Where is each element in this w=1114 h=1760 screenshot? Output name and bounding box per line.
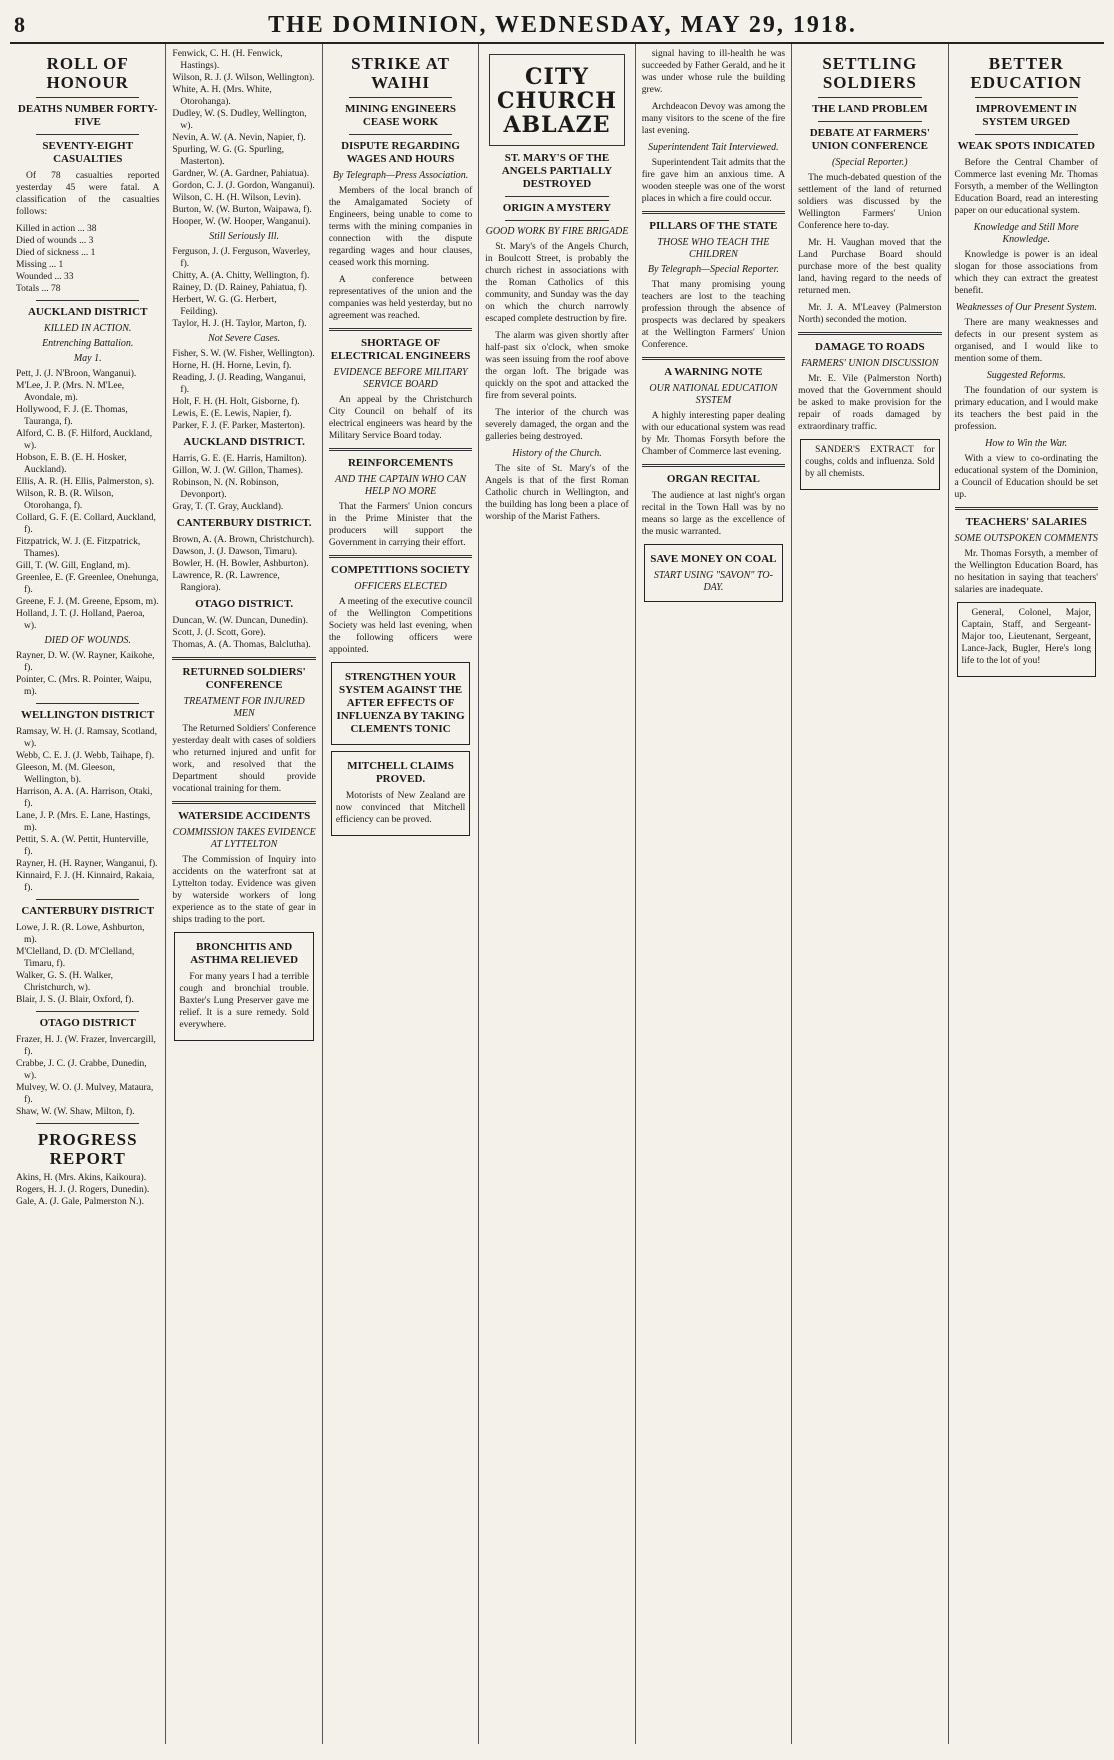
advertisement bbox=[957, 602, 1096, 677]
article-subheading: ST. MARY'S OF THE ANGELS PARTIALLY DESTROYED bbox=[501, 152, 613, 190]
name-list bbox=[172, 534, 315, 594]
article-heading: STRIKE AT WAIHI bbox=[351, 54, 451, 92]
article-text: There are many weaknesses and defects in our present system as organised, and I would like to mention some of them. bbox=[954, 318, 1098, 364]
article-text: signal having to ill-health he was succeeded by Father Gerald, and he it was under whose rule the building grew. bbox=[641, 49, 786, 95]
article-subheading: DISPUTE REGARDING WAGES AND HOURS bbox=[341, 140, 460, 165]
columns bbox=[10, 44, 1104, 1744]
article-heading: DAMAGE TO ROADS bbox=[815, 341, 925, 353]
article-text: Mr. J. A. M'Leavey (Palmerston North) seconded the motion. bbox=[798, 303, 942, 325]
article-subheading: FARMERS' UNION DISCUSSION bbox=[801, 358, 939, 369]
ad-subheading: START USING "SAVON" TO-DAY. bbox=[653, 570, 773, 593]
casualties-subheading: SEVENTY-EIGHT CASUALTIES bbox=[42, 140, 134, 165]
article-subheading: DEBATE AT FARMERS' UNION CONFERENCE bbox=[809, 127, 930, 152]
advertisement bbox=[331, 751, 470, 836]
advertisement bbox=[331, 662, 470, 745]
list-item: Scott, J. (J. Scott, Gore). bbox=[172, 628, 266, 638]
column-5 bbox=[636, 44, 792, 1744]
list-item: Herbert, W. G. (G. Herbert, Feilding). bbox=[172, 295, 277, 317]
article-subheading: OUR NATIONAL EDUCATION SYSTEM bbox=[649, 383, 778, 406]
list-item: Nevin, A. W. (A. Nevin, Napier, f). bbox=[172, 133, 306, 143]
list-item: Akins, H. (Mrs. Akins, Kaikoura). bbox=[16, 1173, 147, 1183]
byline: (Special Reporter.) bbox=[832, 157, 908, 168]
list-item: Lawrence, R. (R. Lawrence, Rangiora). bbox=[172, 571, 280, 593]
byline: By Telegraph—Press Association. bbox=[332, 170, 469, 181]
article-text: St. Mary's of the Angels Church, in Boulcott Street, is probably the church richest in associations with the Roman Catholics of this community, and Sunday was the day on which the church narrowly escaped complete destruction by fire. bbox=[485, 242, 629, 324]
page-number: 8 bbox=[14, 12, 25, 37]
list-item: Fenwick, C. H. (H. Fenwick, Hastings). bbox=[172, 49, 283, 71]
list-item: Ferguson, J. (J. Ferguson, Waverley, f). bbox=[172, 247, 311, 269]
list-item: Ramsay, W. H. (J. Ramsay, Scotland, w). bbox=[16, 727, 157, 749]
article-heading: TEACHERS' SALARIES bbox=[965, 516, 1087, 528]
divider bbox=[329, 555, 472, 558]
byline: By Telegraph—Special Reporter. bbox=[647, 264, 779, 275]
article-text: That the Farmers' Union concurs in the Prime Minister that the producers will support the Government in carrying their effort. bbox=[328, 502, 473, 548]
article-text: Members of the local branch of the Amalgamated Society of Engineers, being unable to come to terms with the mining companies in connection with the dispute regarding wages and hour clauses, ceased work this morning. bbox=[328, 186, 473, 268]
district-heading: CANTERBURY DISTRICT. bbox=[176, 517, 312, 529]
article-heading: CITY CHURCH ABLAZE bbox=[496, 64, 617, 138]
list-item: Webb, C. E. J. (J. Webb, Taihape, f). bbox=[16, 751, 155, 761]
date-heading: May 1. bbox=[73, 353, 102, 364]
list-item: Kinnaird, F. J. (H. Kinnaird, Rakaia, f). bbox=[16, 871, 155, 893]
article-text: Archdeacon Devoy was among the many visitors to the scene of the fire last evening. bbox=[641, 102, 786, 136]
list-item: Walker, G. S. (H. Walker, Christchurch, w). bbox=[16, 971, 113, 993]
district-heading: AUCKLAND DISTRICT. bbox=[183, 436, 305, 448]
ad-heading: MITCHELL CLAIMS PROVED. bbox=[347, 760, 454, 785]
article-text: An appeal by the Christchurch City Council on behalf of its electrical engineers was heard by the Military Service Board today. bbox=[328, 395, 473, 441]
list-item: M'Lee, J. P. (Mrs. N. M'Lee, Avondale, m). bbox=[16, 381, 125, 403]
list-item: Thomas, A. (A. Thomas, Balclutha). bbox=[172, 640, 311, 650]
article-heading: PILLARS OF THE STATE bbox=[649, 220, 778, 232]
ad-heading: SAVE MONEY ON COAL bbox=[650, 553, 777, 565]
list-item: Dudley, W. (S. Dudley, Wellington, w). bbox=[172, 109, 307, 131]
name-list bbox=[172, 246, 315, 330]
section-heading: History of the Church. bbox=[512, 448, 602, 459]
list-item: Rayner, D. W. (W. Rayner, Kaikohe, f). bbox=[16, 651, 155, 673]
list-item: Pointer, C. (Mrs. R. Pointer, Waipu, m). bbox=[16, 675, 152, 697]
divider bbox=[329, 448, 472, 451]
list-item: Pett, J. (J. N'Broon, Wanganui). bbox=[16, 369, 137, 379]
list-item: Wilson, R. J. (J. Wilson, Wellington). bbox=[172, 73, 315, 83]
list-item: Hobson, E. B. (E. H. Hosker, Auckland). bbox=[16, 453, 127, 475]
list-item: Dawson, J. (J. Dawson, Timaru). bbox=[172, 547, 298, 557]
name-list bbox=[172, 615, 315, 651]
district-heading: AUCKLAND DISTRICT bbox=[27, 306, 148, 318]
list-item: White, A. H. (Mrs. White, Otorohanga). bbox=[172, 85, 272, 107]
list-item: Lowe, J. R. (R. Lowe, Ashburton, m). bbox=[16, 923, 145, 945]
headline-box bbox=[489, 54, 624, 146]
list-item: Lane, J. P. (Mrs. E. Lane, Hastings, m). bbox=[16, 811, 151, 833]
column-6 bbox=[792, 44, 948, 1744]
list-item: Lewis, E. (E. Lewis, Napier, f). bbox=[172, 409, 292, 419]
table-row: Died of wounds ... 3 bbox=[16, 236, 94, 246]
divider bbox=[955, 507, 1098, 510]
list-item: Gill, T. (W. Gill, England, m). bbox=[16, 561, 131, 571]
column-4 bbox=[479, 44, 635, 1744]
list-item: Hollywood, F. J. (E. Thomas, Tauranga, f). bbox=[16, 405, 128, 427]
article-text: Knowledge is power is an ideal slogan for those associations from which they can extract the greatest benefit. bbox=[954, 250, 1098, 296]
list-item: Gardner, W. (A. Gardner, Pahiatua). bbox=[172, 169, 310, 179]
ad-text: General, Colonel, Major, Captain, Staff, and Sergeant-Major too, Lieutenant, Sergeant, Lance-Jack, Bugler, Here's long life to the lot of you! bbox=[961, 608, 1091, 666]
article-subheading: WEAK SPOTS INDICATED bbox=[957, 140, 1095, 152]
article-heading: REINFORCEMENTS bbox=[347, 457, 454, 469]
name-list bbox=[172, 48, 315, 228]
name-list bbox=[16, 726, 159, 894]
district-heading: OTAGO DISTRICT. bbox=[195, 598, 294, 610]
casualty-intro: Of 78 casualties reported yesterday 45 were fatal. A classification of the casualties follows: bbox=[16, 171, 160, 217]
divider bbox=[798, 332, 941, 335]
list-item: Horne, H. (H. Horne, Levin, f). bbox=[172, 361, 292, 371]
section-heading: How to Win the War. bbox=[985, 438, 1068, 449]
list-item: Spurling, W. G. (G. Spurling, Masterton). bbox=[172, 145, 285, 167]
name-list bbox=[16, 1034, 159, 1118]
district-heading: OTAGO DISTRICT bbox=[39, 1017, 136, 1029]
article-heading: SETTLING SOLDIERS bbox=[822, 54, 918, 92]
article-subheading: IMPROVEMENT IN SYSTEM URGED bbox=[975, 103, 1077, 128]
article-subheading: THOSE WHO TEACH THE CHILDREN bbox=[657, 237, 770, 260]
divider bbox=[172, 801, 315, 804]
article-text: The interior of the church was severely damaged, the organ and the galleries being destroyed. bbox=[485, 408, 629, 442]
name-list bbox=[16, 368, 159, 632]
list-item: Duncan, W. (W. Duncan, Dunedin). bbox=[172, 616, 308, 626]
article-subheading: MINING ENGINEERS CEASE WORK bbox=[345, 103, 457, 128]
article-subheading: AND THE CAPTAIN WHO CAN HELP NO MORE bbox=[335, 474, 467, 497]
roll-of-honour-heading: ROLL OF HONOUR bbox=[46, 54, 129, 92]
list-item: Gillon, W. J. (W. Gillon, Thames). bbox=[172, 466, 304, 476]
district-heading: CANTERBURY DISTRICT bbox=[21, 905, 155, 917]
list-item: Hooper, W. (W. Hooper, Wanganui). bbox=[172, 217, 311, 227]
list-item: Blair, J. S. (J. Blair, Oxford, f). bbox=[16, 995, 134, 1005]
list-item: Fisher, S. W. (W. Fisher, Wellington). bbox=[172, 349, 315, 359]
article-heading: COMPETITIONS SOCIETY bbox=[331, 564, 471, 576]
section-heading: Weaknesses of Our Present System. bbox=[955, 302, 1097, 313]
list-item: Ellis, A. R. (H. Ellis, Palmerston, s). bbox=[16, 477, 155, 487]
advertisement bbox=[174, 932, 313, 1041]
section-heading: DIED OF WOUNDS. bbox=[44, 635, 131, 646]
article-subheading: COMMISSION TAKES EVIDENCE AT LYTTELTON bbox=[172, 827, 316, 850]
newspaper-title: THE DOMINION, WEDNESDAY, MAY 29, 1918. bbox=[268, 12, 857, 38]
article-text: The site of St. Mary's of the Angels is that of the first Roman Catholic church in Wellington, and the building has long been a place of worship of the Marist Fathers. bbox=[485, 464, 629, 522]
casualty-table bbox=[16, 223, 159, 295]
name-list bbox=[16, 650, 159, 698]
section-heading: KILLED IN ACTION. bbox=[44, 323, 132, 334]
table-row: Died of sickness ... 1 bbox=[16, 248, 96, 258]
article-text: Mr. H. Vaughan moved that the Land Purchase Board should purchase more of the best quality land, having regard to the needs of returned men. bbox=[798, 238, 942, 296]
battalion-heading: Entrenching Battalion. bbox=[42, 338, 134, 349]
article-text: A conference between representatives of the union and the companies was held yesterday, but no agreement was reached. bbox=[328, 275, 473, 321]
name-list bbox=[16, 922, 159, 1006]
list-item: Reading, J. (J. Reading, Wanganui, f). bbox=[172, 373, 306, 395]
section-heading: Superintendent Tait Interviewed. bbox=[648, 142, 779, 153]
ad-heading: STRENGTHEN YOUR SYSTEM AGAINST THE AFTER EFFECTS OF INFLUENZA BY TAKING CLEMENTS TONIC bbox=[336, 671, 465, 735]
list-item: Rayner, H. (H. Rayner, Wanganui, f). bbox=[16, 859, 158, 869]
table-row: Missing ... 1 bbox=[16, 260, 64, 270]
name-list bbox=[16, 1172, 159, 1208]
ad-text: SANDER'S EXTRACT for coughs, colds and influenza. Sold by all chemists. bbox=[805, 445, 935, 479]
list-item: Parker, F. J. (F. Parker, Masterton). bbox=[172, 421, 305, 431]
list-item: Gleeson, M. (M. Gleeson, Wellington, b). bbox=[16, 763, 115, 785]
table-row: Killed in action ... 38 bbox=[16, 224, 97, 234]
article-text: Mr. Thomas Forsyth, a member of the Wellington Education Board, has no hesitation in saying that teachers' salaries are inadequate. bbox=[954, 549, 1098, 595]
list-item: Mulvey, W. O. (J. Mulvey, Mataura, f). bbox=[16, 1083, 154, 1105]
column-1 bbox=[10, 44, 166, 1744]
list-item: Pettit, S. A. (W. Pettit, Hunterville, f). bbox=[16, 835, 149, 857]
list-item: Wilson, C. H. (H. Wilson, Levin). bbox=[172, 193, 302, 203]
article-subheading: GOOD WORK BY FIRE BRIGADE bbox=[485, 226, 629, 237]
divider bbox=[329, 328, 472, 331]
column-3 bbox=[323, 44, 479, 1744]
article-subheading: ORIGIN A MYSTERY bbox=[502, 202, 612, 214]
list-item: Greene, F. J. (M. Greene, Epsom, m). bbox=[16, 597, 159, 607]
list-item: Taylor, H. J. (H. Taylor, Marton, f). bbox=[172, 319, 307, 329]
article-heading: WATERSIDE ACCIDENTS bbox=[178, 810, 311, 822]
column-7 bbox=[949, 44, 1104, 1744]
list-item: Gordon, C. J. (J. Gordon, Wanganui). bbox=[172, 181, 315, 191]
list-item: Shaw, W. (W. Shaw, Milton, f). bbox=[16, 1107, 135, 1117]
article-subheading: THE LAND PROBLEM bbox=[812, 103, 928, 115]
article-text: The alarm was given shortly after half-past six o'clock, when smoke was seen issuing from the roof above the organ loft. The brigade was quickly on the spot and attacked the fire from several points. bbox=[485, 331, 629, 401]
article-text: The Commission of Inquiry into accidents on the waterfront sat at Lyttelton today. Evidence was given by waterside workers of long experience as to the state of gear in ships trading to the port. bbox=[172, 855, 316, 925]
list-item: Harrison, A. A. (A. Harrison, Otaki, f). bbox=[16, 787, 153, 809]
divider bbox=[642, 357, 785, 360]
list-item: Collard, G. F. (E. Collard, Auckland, f). bbox=[16, 513, 156, 535]
list-item: Holt, F. H. (H. Holt, Gisborne, f). bbox=[172, 397, 300, 407]
list-item: M'Clelland, D. (D. M'Clelland, Timaru, f). bbox=[16, 947, 135, 969]
article-text: That many promising young teachers are lost to the teaching profession through the absence of prospects was declared by speakers at the Wellington Farmers' Union Conference. bbox=[641, 280, 786, 350]
section-heading: Knowledge and Still More Knowledge. bbox=[973, 222, 1079, 245]
ad-text: For many years I had a terrible cough and bronchial trouble. Baxter's Lung Preserver gave me relief. It is a sure remedy. Sold everywhere. bbox=[179, 972, 309, 1030]
list-item: Robinson, N. (N. Robinson, Devonport). bbox=[172, 478, 279, 500]
article-text: The much-debated question of the settlement of the land of returned soldiers was discussed by the Wellington Farmers' Union Conference here to-day. bbox=[798, 173, 942, 231]
article-heading: BETTER EDUCATION bbox=[970, 54, 1083, 92]
ad-text: Motorists of New Zealand are now convinced that Mitchell efficiency can be proved. bbox=[335, 791, 466, 825]
deaths-subheading: DEATHS NUMBER FORTY-FIVE bbox=[17, 103, 158, 128]
divider bbox=[172, 657, 315, 660]
list-item: Harris, G. E. (E. Harris, Hamilton). bbox=[172, 454, 307, 464]
article-subheading: OFFICERS ELECTED bbox=[354, 581, 447, 592]
list-item: Gale, A. (J. Gale, Palmerston N.). bbox=[16, 1197, 144, 1207]
list-item: Frazer, H. J. (W. Frazer, Invercargill, f). bbox=[16, 1035, 156, 1057]
table-row: Totals ... 78 bbox=[16, 284, 61, 294]
article-heading: A WARNING NOTE bbox=[664, 366, 763, 378]
advertisement bbox=[800, 439, 939, 490]
list-item: Holland, J. T. (J. Holland, Paeroa, w). bbox=[16, 609, 145, 631]
article-text: Mr. E. Vile (Palmerston North) moved that the Government should be asked to make provision for the repair of roads damaged by extraordinary traffic. bbox=[798, 374, 942, 432]
list-item: Burton, W. (W. Burton, Waipawa, f). bbox=[172, 205, 312, 215]
table-row: Wounded ... 33 bbox=[16, 272, 74, 282]
list-item: Alford, C. B. (F. Hilford, Auckland, w). bbox=[16, 429, 153, 451]
name-list bbox=[172, 348, 315, 432]
divider bbox=[642, 464, 785, 467]
section-heading: Still Seriously Ill. bbox=[209, 231, 279, 242]
article-text: With a view to co-ordinating the educational system of the Dominion, a Council of Education should be set up. bbox=[954, 454, 1098, 500]
article-text: The Returned Soldiers' Conference yesterday dealt with cases of soldiers who returned injured and unfit for work, and resolved that the Department should provide vocational training for them. bbox=[172, 724, 316, 794]
advertisement bbox=[644, 544, 783, 602]
list-item: Rainey, D. (D. Rainey, Pahiatua, f). bbox=[172, 283, 308, 293]
list-item: Gray, T. (T. Gray, Auckland). bbox=[172, 502, 284, 512]
column-2 bbox=[166, 44, 322, 1744]
article-subheading: EVIDENCE BEFORE MILITARY SERVICE BOARD bbox=[333, 367, 468, 390]
list-item: Chitty, A. (A. Chitty, Wellington, f). bbox=[172, 271, 310, 281]
ad-heading: BRONCHITIS AND ASTHMA RELIEVED bbox=[190, 941, 299, 966]
article-text: The audience at last night's organ recital in the Town Hall was by no means so large as the excellence of the music warranted. bbox=[641, 491, 786, 537]
section-heading: Not Severe Cases. bbox=[208, 333, 281, 344]
article-text: A meeting of the executive council of the Wellington Competitions Society was held last evening, when the following officers were appointed. bbox=[328, 597, 473, 655]
list-item: Bowler, H. (H. Bowler, Ashburton). bbox=[172, 559, 309, 569]
article-heading: RETURNED SOLDIERS' CONFERENCE bbox=[182, 666, 306, 691]
article-text: Superintendent Tait admits that the fire gave him an anxious time. A wooden steeple was one of the worst places in which a fire could occur. bbox=[641, 158, 786, 204]
list-item: Brown, A. (A. Brown, Christchurch). bbox=[172, 535, 315, 545]
article-subheading: SOME OUTSPOKEN COMMENTS bbox=[954, 533, 1098, 544]
list-item: Greenlee, E. (F. Greenlee, Onehunga, f). bbox=[16, 573, 159, 595]
article-text: A highly interesting paper dealing with our educational system was read by Mr. Thomas Forsyth before the Chamber of Commerce last evening. bbox=[641, 411, 786, 457]
name-list bbox=[172, 453, 315, 513]
section-heading: Suggested Reforms. bbox=[986, 370, 1066, 381]
progress-report-heading: PROGRESS REPORT bbox=[37, 1130, 138, 1168]
article-heading: ORGAN RECITAL bbox=[666, 473, 760, 485]
divider bbox=[642, 211, 785, 214]
article-subheading: TREATMENT FOR INJURED MEN bbox=[183, 696, 305, 719]
article-heading: SHORTAGE OF ELECTRICAL ENGINEERS bbox=[330, 337, 471, 362]
list-item: Wilson, R. B. (R. Wilson, Otorohanga, f). bbox=[16, 489, 114, 511]
article-text: The foundation of our system is primary education, and I would make its teachers the best paid in the profession. bbox=[954, 386, 1098, 432]
district-heading: WELLINGTON DISTRICT bbox=[21, 709, 155, 721]
list-item: Crabbe, J. C. (J. Crabbe, Dunedin, w). bbox=[16, 1059, 147, 1081]
list-item: Rogers, H. J. (J. Rogers, Dunedin). bbox=[16, 1185, 150, 1195]
article-text: Before the Central Chamber of Commerce last evening Mr. Thomas Forsyth, a member of the Wellington Education Board, read an interesting paper on our educational system. bbox=[954, 158, 1098, 216]
list-item: Fitzpatrick, W. J. (E. Fitzpatrick, Thames). bbox=[16, 537, 141, 559]
masthead bbox=[10, 10, 1104, 44]
